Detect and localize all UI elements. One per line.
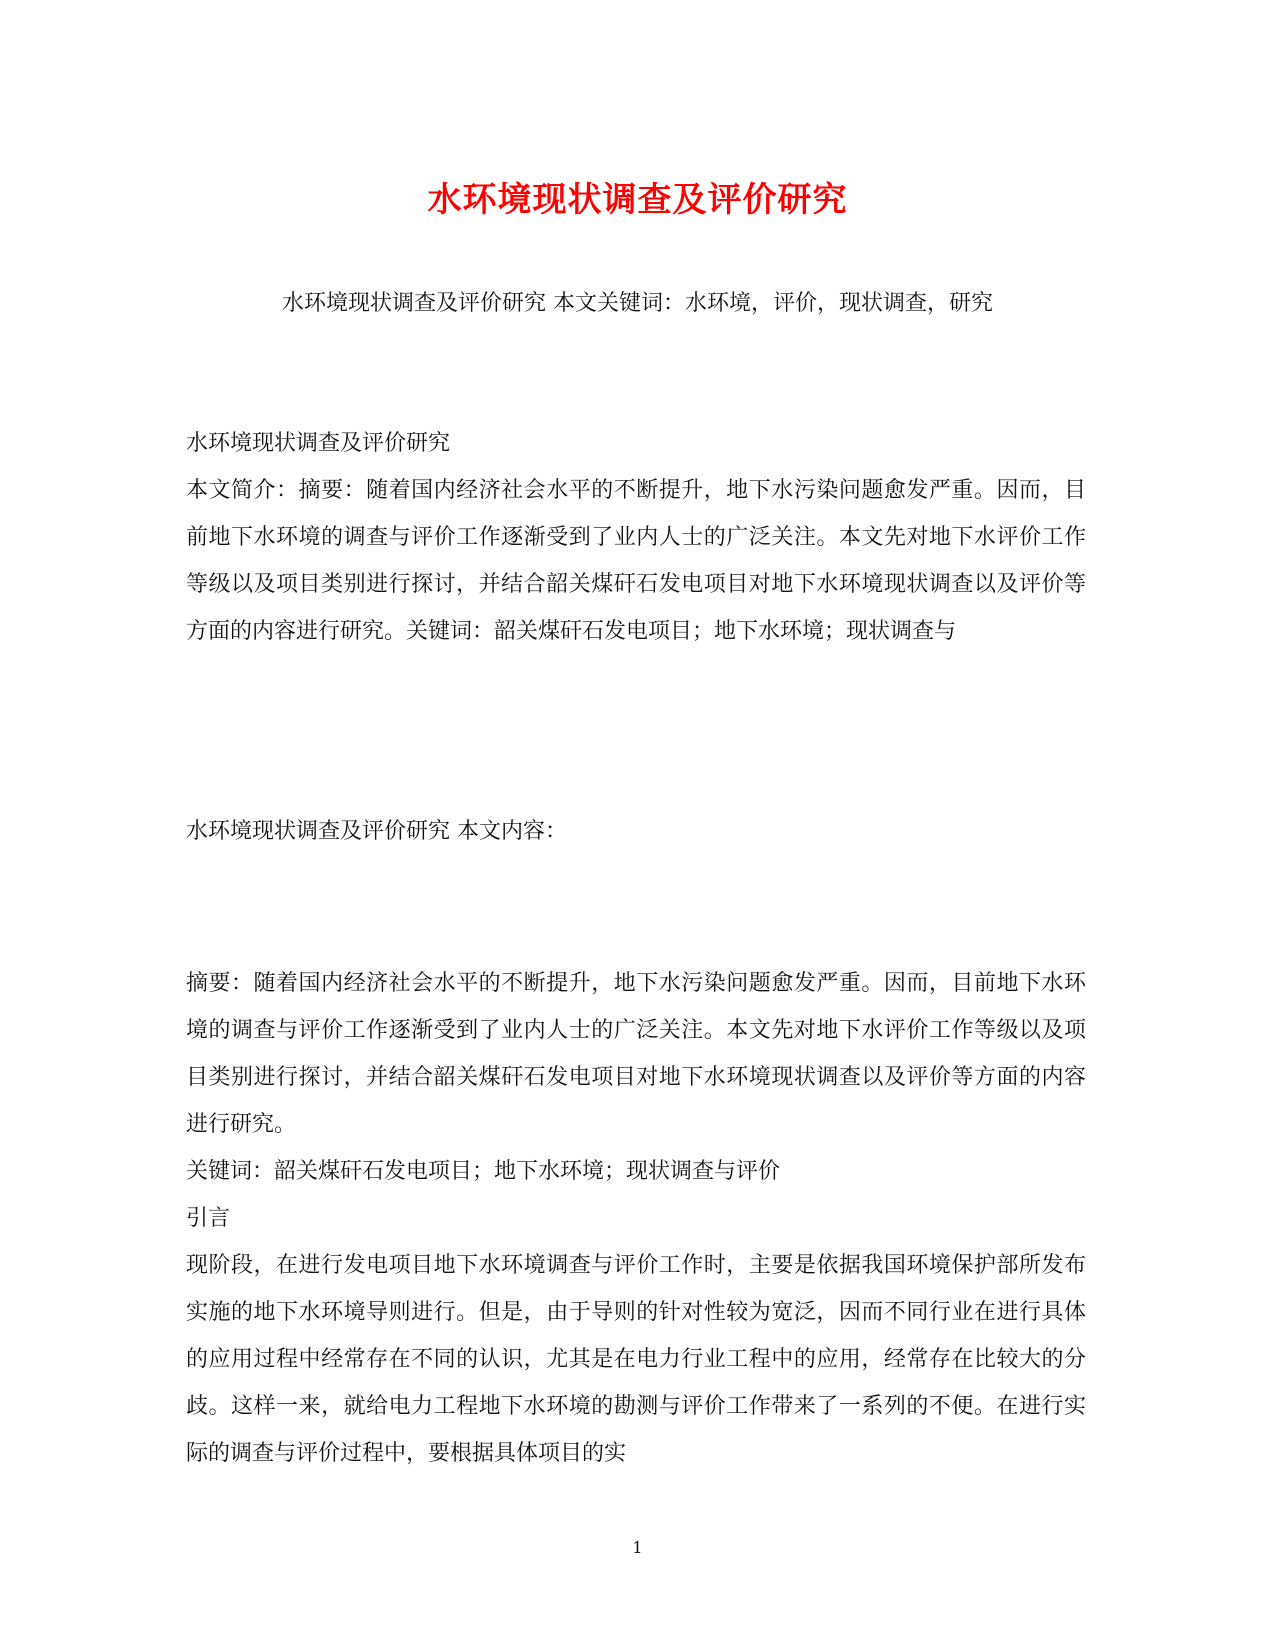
intro-section — [186, 420, 1086, 655]
introduction-paragraph: 现阶段，在进行发电项目地下水环境调查与评价工作时，主要是依据我国环境保护部所发布实施的地下水环境导则进行。但是，由于导则的针对性较为宽泛，因而不同行业在进行具体的应用过程中经常存在不同的认识，尤其是在电力行业工程中的应用，经常存在比较大的分歧。这样一来，就给电力工程地下水环境的勘测与评价工作带来了一系列的不便。在进行实际的调查与评价过程中，要根据具体项目的实 — [186, 1253, 1086, 1466]
page-number: 1 — [632, 1538, 643, 1557]
document-title: 水环境现状调查及评价研究 — [427, 180, 848, 220]
intro-summary: 本文简介：摘要：随着国内经济社会水平的不断提升，地下水污染问题愈发严重。因而，目前地下水环境的调查与评价工作逐渐受到了业内人士的广泛关注。本文先对地下水评价工作等级以及项目类别进行探讨，并结合韶关煤矸石发电项目对地下水环境现状调查以及评价等方面的内容进行研究。关键词：韶关煤矸石发电项目；地下水环境；现状调查与 — [186, 478, 1086, 644]
content-label: 水环境现状调查及评价研究 本文内容： — [186, 819, 567, 844]
keywords-line: 关键词：韶关煤矸石发电项目；地下水环境；现状调查与评价 — [186, 1159, 781, 1184]
section-heading-introduction: 引言 — [186, 1206, 231, 1231]
document-subtitle: 水环境现状调查及评价研究 本文关键词：水环境，评价，现状调查，研究 — [282, 291, 993, 316]
abstract-paragraph: 摘要：随着国内经济社会水平的不断提升，地下水污染问题愈发严重。因而，目前地下水环境的调查与评价工作逐渐受到了业内人士的广泛关注。本文先对地下水评价工作等级以及项目类别进行探讨，并结合韶关煤矸石发电项目对地下水环境现状调查以及评价等方面的内容进行研究。 — [186, 971, 1086, 1137]
main-section — [186, 960, 1086, 1477]
content-label-section — [186, 808, 1086, 855]
intro-heading: 水环境现状调查及评价研究 — [186, 431, 451, 456]
